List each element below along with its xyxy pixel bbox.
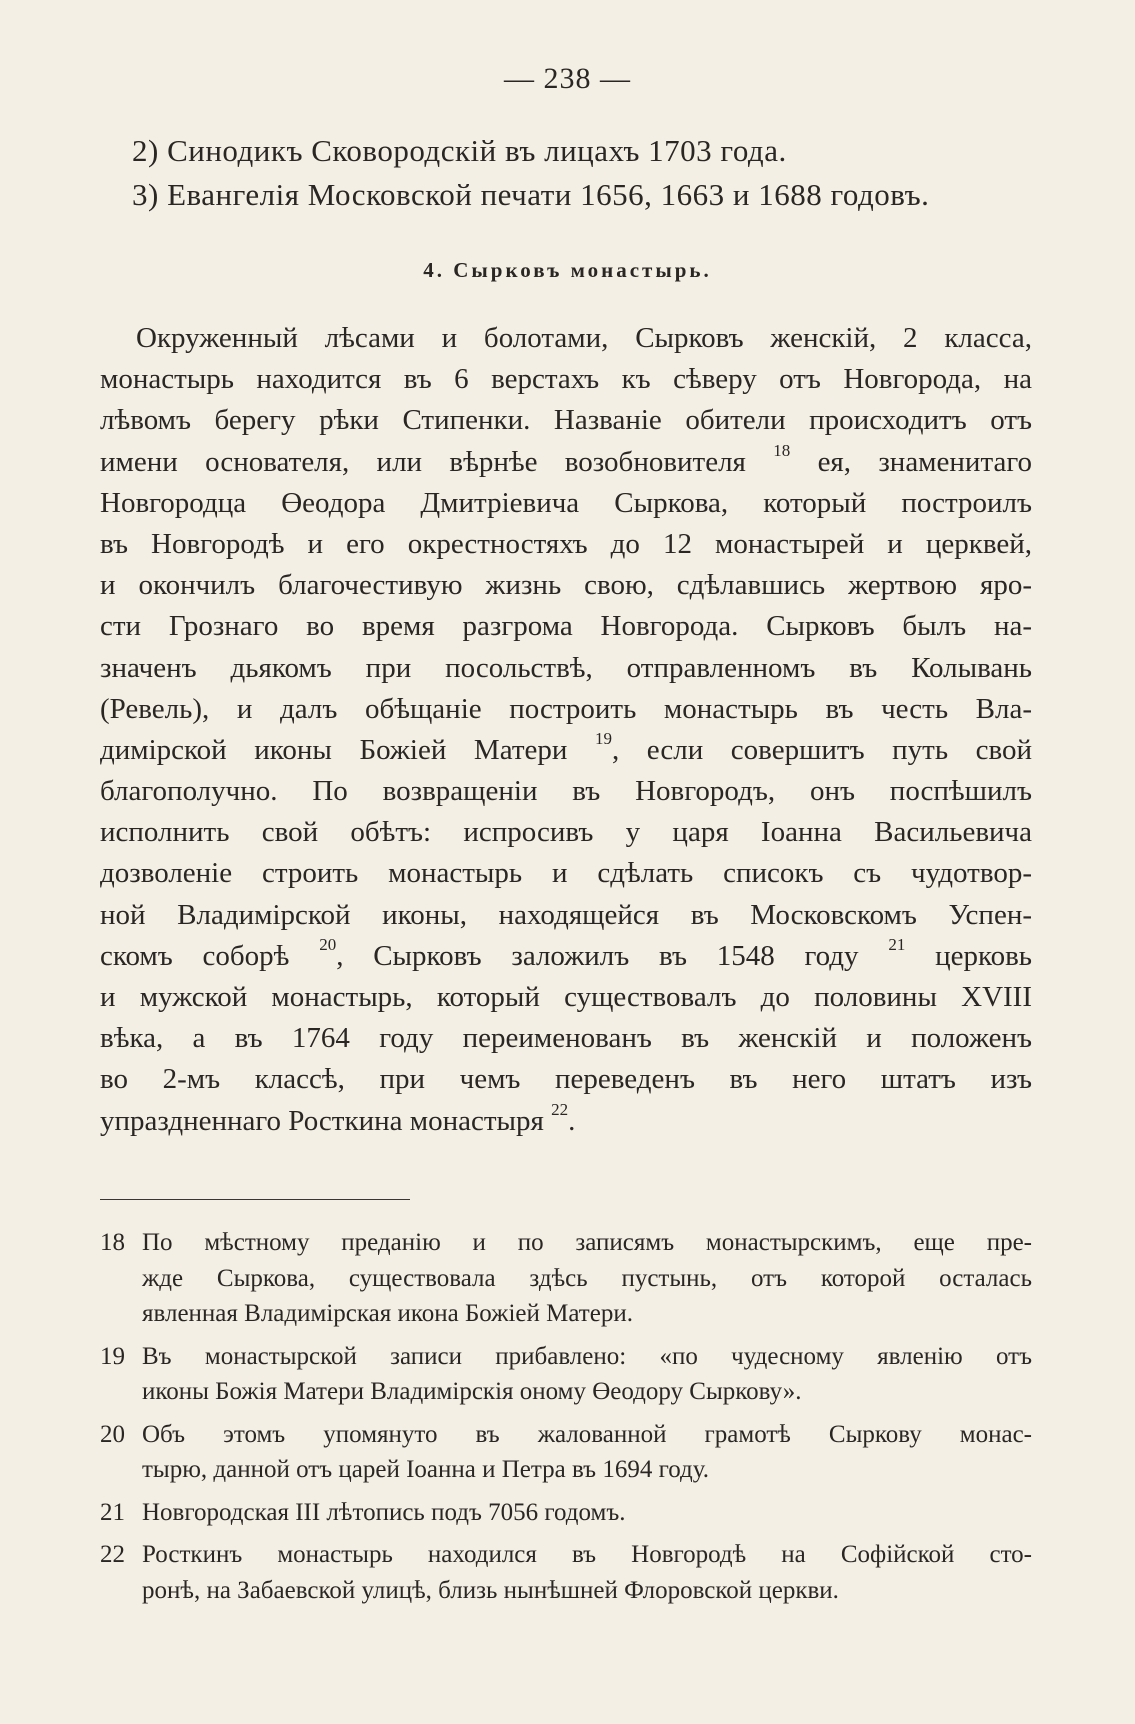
body-line-text: скомъ соборѣ [100, 939, 290, 972]
body-line: дозволеніе строить монастырь и сдѣлать списокъ съ чудотвор- [100, 857, 1032, 890]
body-line: и мужской монастырь, который существовалъ до половины XVIII [100, 981, 1032, 1013]
body-line: Окруженный лѣсами и болотами, Сырковъ женскій, 2 класса, [136, 322, 1032, 354]
page-number: — 238 — [504, 62, 631, 95]
footnote-line: иконы Божія Матери Владимірскія оному Өеодору Сыркову». [142, 1378, 802, 1405]
body-line-text: упраздненнаго Росткина монастыря [100, 1104, 544, 1137]
body-line-text: , если совершитъ путь свой [611, 733, 1033, 766]
body-line-text: , Сырковъ заложилъ въ 1548 году [336, 939, 859, 972]
footnote-line [100, 1495, 1032, 1531]
body-line [100, 442, 1032, 483]
footnote-text: Въ монастырской записи прибавлено: «по чудесному явленію отъ [142, 1342, 1032, 1370]
body-line-text: ея, знаменитаго [817, 445, 1033, 478]
body-line: лѣвомъ берегу рѣки Стипенки. Названіе обители происходитъ отъ [100, 404, 1032, 437]
footnote-line [100, 1225, 1032, 1261]
body-line: во 2-мъ классѣ, при чемъ переведенъ въ него штатъ изъ [100, 1063, 1032, 1096]
body-line: значенъ дьякомъ при посольствѣ, отправленномъ въ Колывань [100, 651, 1032, 684]
footnote-text: Объ этомъ упомянуто въ жалованной грамотѣ Сыркову монас- [142, 1420, 1032, 1448]
footnote-ref-19: 19 [594, 729, 612, 749]
list-item: 2) Синодикъ Сковородскій въ лицахъ 1703 года. [132, 133, 787, 168]
footnotes [100, 1225, 1032, 1615]
footnote-number: 19 [100, 1342, 125, 1370]
footnote-line: тырю, данной отъ царей Іоанна и Петра въ 1694 году. [142, 1456, 709, 1483]
footnote-ref-20: 20 [319, 935, 337, 955]
body-line [100, 936, 1032, 977]
body-line [100, 1101, 1032, 1142]
body-line: (Ревель), и далъ обѣщаніе построить монастырь въ честь Вла- [100, 692, 1032, 725]
body-text [100, 318, 1032, 1142]
footnote-number: 22 [100, 1541, 125, 1568]
footnote-line [100, 1537, 1032, 1573]
footnote-line: жде Сыркова, существовала здѣсь пустынь, отъ которой осталась [142, 1264, 1032, 1292]
footnote-20 [100, 1417, 1032, 1488]
footnote-line: явленная Владимірская икона Божіей Матери. [142, 1300, 633, 1327]
body-line: въ Новгородѣ и его окрестностяхъ до 12 монастырей и церквей, [100, 527, 1032, 560]
footnote-ref-18: 18 [773, 440, 791, 460]
body-line: исполнить свой обѣтъ: испросивъ у царя Іоанна Васильевича [100, 816, 1032, 849]
footnote-22 [100, 1537, 1032, 1608]
footnote-line: ронѣ, на Забаевской улицѣ, близь нынѣшней Флоровской церкви. [142, 1576, 839, 1604]
footnote-text: По мѣстному преданію и по записямъ монастырскимъ, еще пре- [142, 1229, 1032, 1256]
footnote-number: 18 [100, 1229, 125, 1256]
footnote-ref-21: 21 [888, 935, 906, 955]
body-line: ной Владимірской иконы, находящейся въ Московскомъ Успен- [100, 898, 1032, 931]
footnote-divider [100, 1199, 410, 1200]
footnote-19 [100, 1339, 1032, 1410]
footnote-number: 20 [100, 1420, 125, 1448]
body-line-text: имени основателя, или вѣрнѣе возобновителя [100, 445, 746, 478]
footnote-text: Росткинъ монастырь находился въ Новгородѣ на Софійской сто- [142, 1541, 1032, 1568]
footnote-number: 21 [100, 1498, 125, 1526]
footnote-ref-22: 22 [551, 1099, 569, 1119]
body-line: сти Грознаго во время разгрома Новгорода. Сырковъ былъ на- [100, 610, 1032, 643]
footnote-21 [100, 1495, 1032, 1531]
body-line: и окончилъ благочестивую жизнь свою, сдѣлавшись жертвою яро- [100, 569, 1032, 602]
body-line-text: . [568, 1104, 576, 1137]
footnote-line [100, 1339, 1032, 1375]
body-line: благополучно. По возвращеніи въ Новгородъ, онъ поспѣшилъ [100, 775, 1032, 808]
body-line: Новгородца Өеодора Дмитріевича Сыркова, который построилъ [100, 486, 1032, 519]
section-title: 4. Сырковъ монастырь. [423, 258, 712, 282]
footnote-text: Новгородская III лѣтопись подъ 7056 годомъ. [142, 1498, 626, 1526]
footnote-18 [100, 1225, 1032, 1332]
body-line [100, 730, 1032, 771]
list-item: 3) Евангелія Московской печати 1656, 1663 и 1688 годовъ. [132, 177, 930, 212]
body-line-text: церковь [935, 939, 1033, 972]
body-line: монастырь находится въ 6 верстахъ къ сѣверу отъ Новгорода, на [100, 363, 1032, 396]
footnote-line [100, 1417, 1032, 1453]
body-line: вѣка, а въ 1764 году переименованъ въ женскій и положенъ [100, 1022, 1032, 1055]
body-line-text: димірской иконы Божіей Матери [100, 733, 568, 766]
